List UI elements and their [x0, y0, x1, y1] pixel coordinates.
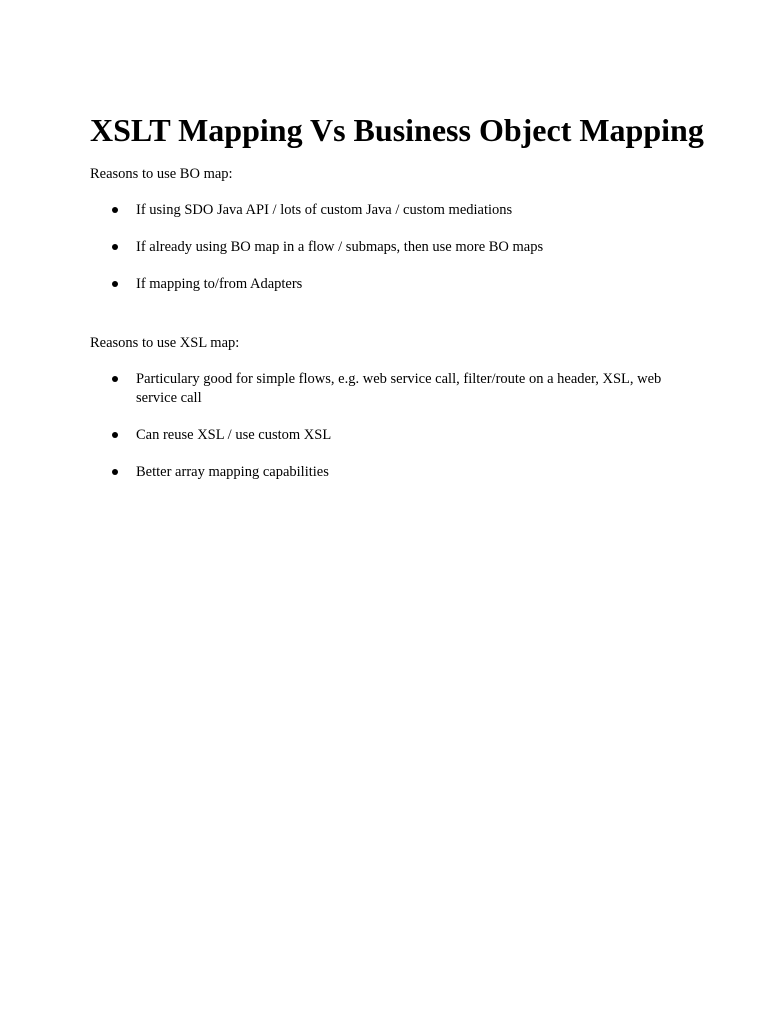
bo-map-reasons-list — [0, 201, 696, 312]
list-item-text: Particulary good for simple flows, e.g. web service call, filter/route on a header, XSL, web service call — [136, 371, 662, 406]
bullet-icon — [112, 432, 118, 438]
list-item-text: Can reuse XSL / use custom XSL — [136, 427, 332, 443]
list-item-text: Better array mapping capabilities — [136, 464, 329, 480]
list-item — [0, 238, 696, 257]
list-item — [0, 370, 696, 408]
list-item — [0, 201, 696, 220]
bullet-icon — [112, 244, 118, 250]
bo-map-reasons-heading: Reasons to use BO map: — [90, 166, 233, 182]
list-item-text: If already using BO map in a flow / submaps, then use more BO maps — [136, 239, 544, 255]
list-item-text: If using SDO Java API / lots of custom Java / custom mediations — [136, 202, 513, 218]
list-item — [0, 275, 696, 294]
bullet-icon — [112, 469, 118, 475]
xsl-map-reasons-heading: Reasons to use XSL map: — [90, 335, 240, 351]
list-item — [0, 463, 696, 482]
bullet-icon — [112, 207, 118, 213]
page-title: XSLT Mapping Vs Business Object Mapping — [90, 112, 704, 148]
xsl-map-reasons-list — [0, 370, 696, 500]
list-item-text: If mapping to/from Adapters — [136, 276, 303, 292]
list-item — [0, 426, 696, 445]
bullet-icon — [112, 281, 118, 287]
bullet-icon — [112, 376, 118, 382]
